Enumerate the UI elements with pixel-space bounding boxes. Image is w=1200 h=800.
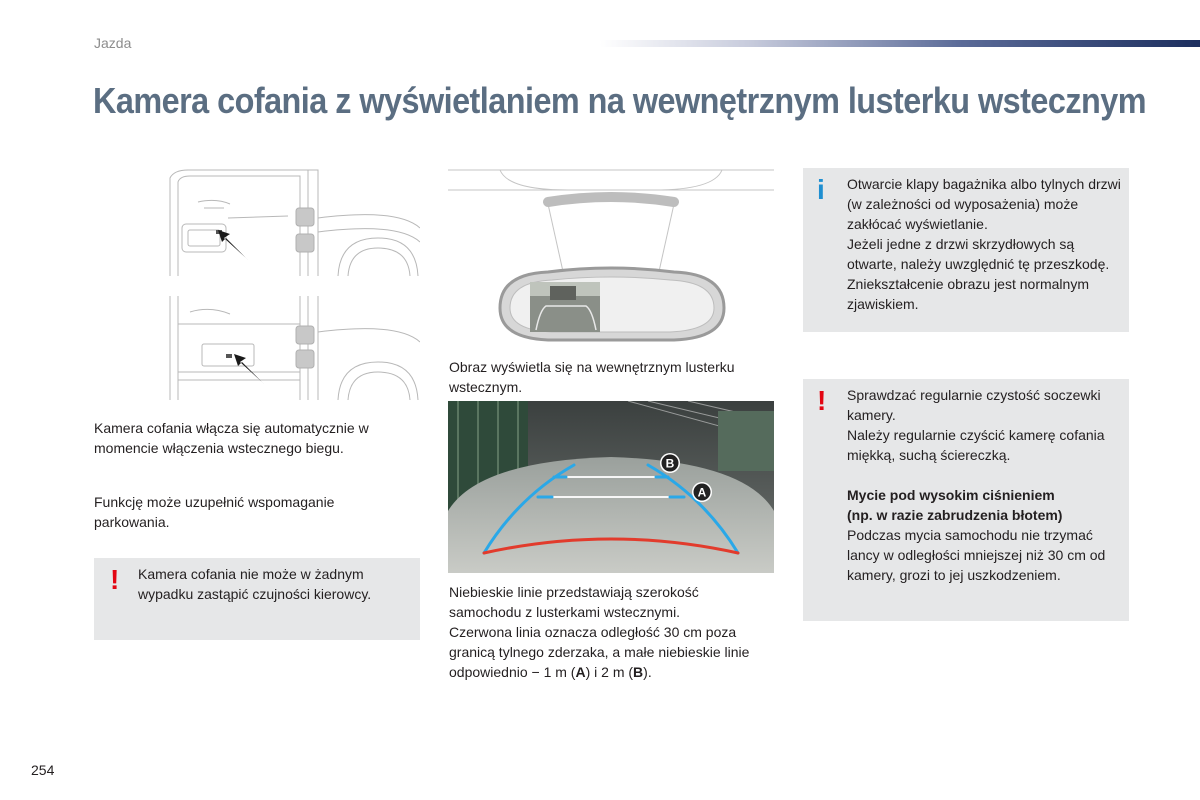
camera-label-b: B: [665, 456, 675, 471]
warning-bold-2: (np. w razie zabrudzenia błotem): [847, 507, 1063, 523]
intro-text: Kamera cofania włącza się automatycznie w momencie włączenia wstecznego biegu.: [94, 420, 369, 456]
red-line-text: Czerwona linia oznacza odległość 30 cm poza granicą tylnego zderzaka, a małe niebieskie linie odpowiednio − 1 m (A) i 2 m (B).: [449, 624, 750, 680]
warning-bold-1: Mycie pod wysokim ciśnieniem: [847, 487, 1055, 503]
page-number: 254: [31, 762, 55, 778]
interior-mirror-illustration: [448, 168, 774, 348]
warning-line-2: Należy regularnie czyścić kamerę cofania miękką, suchą ściereczką.: [847, 427, 1105, 463]
blue-lines-text: Niebieskie linie przedstawiają szerokość samochodu z lusterkami wstecznymi.: [449, 584, 699, 620]
van-rear-camera-illustration-top: [168, 168, 420, 276]
camera-view-image: [448, 401, 774, 573]
warning-icon: !: [110, 564, 120, 595]
section-label: Jazda: [94, 35, 132, 51]
intro-paragraph: [94, 418, 404, 458]
info-line-3: Zniekształcenie obrazu jest normalnym zjawiskiem.: [847, 276, 1089, 312]
header-gradient-bar: [600, 40, 1200, 47]
warning-box-right: [803, 379, 1129, 621]
warning-text-right: [847, 385, 1123, 585]
warning-text-left: Kamera cofania nie może w żadnym wypadku zastąpić czujności kierowcy.: [138, 566, 372, 602]
warning-icon-right: !: [817, 385, 827, 416]
info-box: [803, 168, 1129, 332]
info-line-2: Jeżeli jedne z drzwi skrzydłowych są otwarte, należy uwzględnić tę przeszkodę.: [847, 236, 1110, 272]
parking-assist-text: Funkcję może uzupełnić wspomaganie parkowania.: [94, 494, 335, 530]
info-icon: i: [817, 174, 825, 205]
info-text: [847, 174, 1123, 314]
camera-lines-description: [449, 582, 769, 682]
info-line-1: Otwarcie klapy bagażnika albo tylnych drzwi (w zależności od wyposażenia) może zakłócać wyświetlanie.: [847, 176, 1121, 232]
warning-box-left: [94, 558, 420, 640]
page-title: Kamera cofania z wyświetlaniem na wewnętrznym lusterku wstecznym: [93, 80, 1147, 121]
warning-line-1: Sprawdzać regularnie czystość soczewki kamery.: [847, 387, 1101, 423]
parking-assist-paragraph: [94, 492, 404, 532]
warning-tail: Podczas mycia samochodu nie trzymać lancy w odległości mniejszej niż 30 cm od kamery, grozi to jej uszkodzeniem.: [847, 527, 1106, 583]
van-rear-camera-illustration-bottom: [168, 296, 420, 400]
camera-label-a: A: [697, 485, 707, 500]
mirror-caption: Obraz wyświetla się na wewnętrznym lusterku wstecznym.: [449, 359, 735, 395]
